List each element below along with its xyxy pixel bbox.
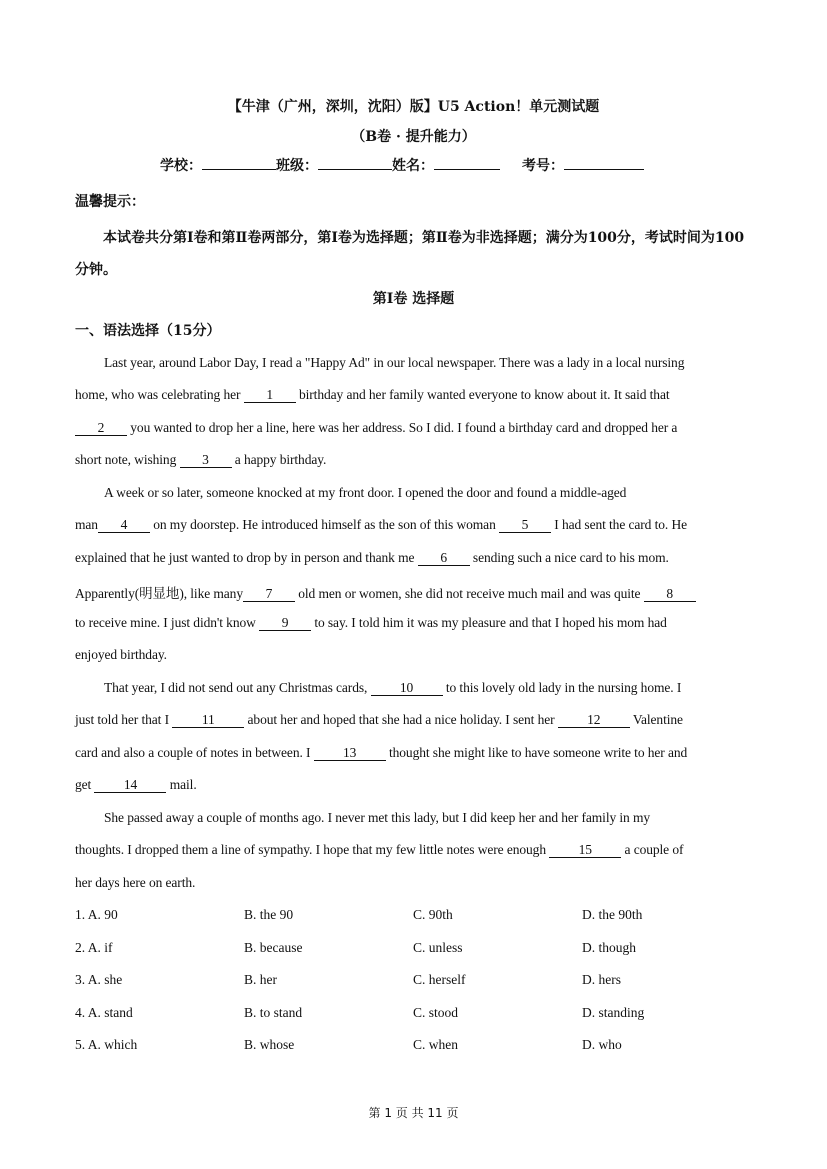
passage-line: to receive mine. I just didn't know 9 to say. I told him it was my pleasure and that I hoped his mom had <box>75 615 667 630</box>
section-title: 第Ⅰ卷 选择题 <box>372 291 455 307</box>
blank-11: 11 <box>172 713 244 728</box>
document-subtitle: （B卷 · 提升能力） <box>351 129 476 145</box>
q3-option-c[interactable]: C. herself <box>413 972 466 987</box>
class-field[interactable] <box>318 155 392 170</box>
q2-option-a[interactable]: 2. A. if <box>75 940 113 955</box>
q1-option-b[interactable]: B. the 90 <box>244 907 294 922</box>
passage-line: card and also a couple of notes in between. I 13 thought she might like to have someone write to her and <box>75 745 688 760</box>
blank-5: 5 <box>499 518 551 533</box>
q2-option-b[interactable]: B. because <box>244 940 303 955</box>
passage-line: thoughts. I dropped them a line of sympathy. I hope that my few little notes were enough 15 a couple of <box>75 842 684 857</box>
q4-option-a[interactable]: 4. A. stand <box>75 1005 133 1020</box>
blank-7: 7 <box>243 587 295 602</box>
passage-line: Apparently(明显地), like many 7 old men or women, she did not receive much mail and was quite 8 <box>75 582 696 602</box>
passage-line: man 4 on my doorstep. He introduced himself as the son of this woman 5 I had sent the card to. He <box>75 517 687 532</box>
q4-option-d[interactable]: D. standing <box>582 1005 645 1020</box>
q5-option-b[interactable]: B. whose <box>244 1037 295 1052</box>
q4-option-b[interactable]: B. to stand <box>244 1005 303 1020</box>
passage-line: just told her that I 11 about her and hoped that she had a nice holiday. I sent her 12 Valentine <box>75 712 683 727</box>
blank-1: 1 <box>244 388 296 403</box>
q3-option-b[interactable]: B. her <box>244 972 277 987</box>
passage-line: get 14 mail. <box>75 777 197 792</box>
q2-option-d[interactable]: D. though <box>582 940 636 955</box>
blank-14: 14 <box>94 778 166 793</box>
id-field[interactable] <box>564 155 644 170</box>
blank-4: 4 <box>98 518 150 533</box>
passage-line: enjoyed birthday. <box>75 647 167 662</box>
blank-15: 15 <box>549 843 621 858</box>
document-title: 【牛津（广州，深圳，沈阳）版】U5 Action！单元测试题 <box>227 99 600 115</box>
passage-line: A week or so later, someone knocked at my front door. I opened the door and found a middle-aged <box>104 485 627 500</box>
passage-line: explained that he just wanted to drop by in person and thank me 6 sending such a nice card to his mom. <box>75 550 669 565</box>
passage-line: her days here on earth. <box>75 875 196 890</box>
tips-text: 本试卷共分第Ⅰ卷和第Ⅱ卷两部分，第Ⅰ卷为选择题；第Ⅱ卷为非选择题；满分为100分，考试时间为100分钟。 <box>75 230 745 278</box>
blank-6: 6 <box>418 551 470 566</box>
id-label: 考号： <box>522 158 564 174</box>
blank-10: 10 <box>371 681 443 696</box>
passage-line: She passed away a couple of months ago. I never met this lady, but I did keep her and her family in my <box>104 810 651 825</box>
passage-line: That year, I did not send out any Christmas cards, 10 to this lovely old lady in the nursing home. I <box>104 680 682 695</box>
passage-line: short note, wishing 3 a happy birthday. <box>75 452 327 467</box>
school-label: 学校： <box>160 158 202 174</box>
q3-option-a[interactable]: 3. A. she <box>75 972 123 987</box>
q5-option-a[interactable]: 5. A. which <box>75 1037 138 1052</box>
passage-line: Last year, around Labor Day, I read a "Happy Ad" in our local newspaper. There was a lady in a local nursing <box>104 355 685 370</box>
blank-2: 2 <box>75 421 127 436</box>
student-info-row <box>160 155 644 175</box>
blank-9: 9 <box>259 616 311 631</box>
blank-3: 3 <box>180 453 232 468</box>
blank-13: 13 <box>314 746 386 761</box>
part-title: 一、语法选择（15分） <box>75 323 221 339</box>
q5-option-c[interactable]: C. when <box>413 1037 458 1052</box>
name-field[interactable] <box>434 155 500 170</box>
blank-8: 8 <box>644 587 696 602</box>
school-field[interactable] <box>202 155 276 170</box>
q1-option-d[interactable]: D. the 90th <box>582 907 643 922</box>
q1-option-c[interactable]: C. 90th <box>413 907 453 922</box>
page-number: 第 1 页 共 11 页 <box>368 1106 459 1120</box>
blank-12: 12 <box>558 713 630 728</box>
q4-option-c[interactable]: C. stood <box>413 1005 459 1020</box>
passage-line: 2 you wanted to drop her a line, here was her address. So I did. I found a birthday card and dropped her a <box>75 420 677 436</box>
q2-option-c[interactable]: C. unless <box>413 940 463 955</box>
q3-option-d[interactable]: D. hers <box>582 972 621 987</box>
class-label: 班级： <box>276 158 318 174</box>
q5-option-d[interactable]: D. who <box>582 1037 622 1052</box>
q1-option-a[interactable]: 1. A. 90 <box>75 907 118 922</box>
passage-line: home, who was celebrating her 1 birthday and her family wanted everyone to know about it. It said that <box>75 387 670 402</box>
name-label: 姓名： <box>392 158 434 174</box>
tips-heading: 温馨提示： <box>75 194 145 210</box>
